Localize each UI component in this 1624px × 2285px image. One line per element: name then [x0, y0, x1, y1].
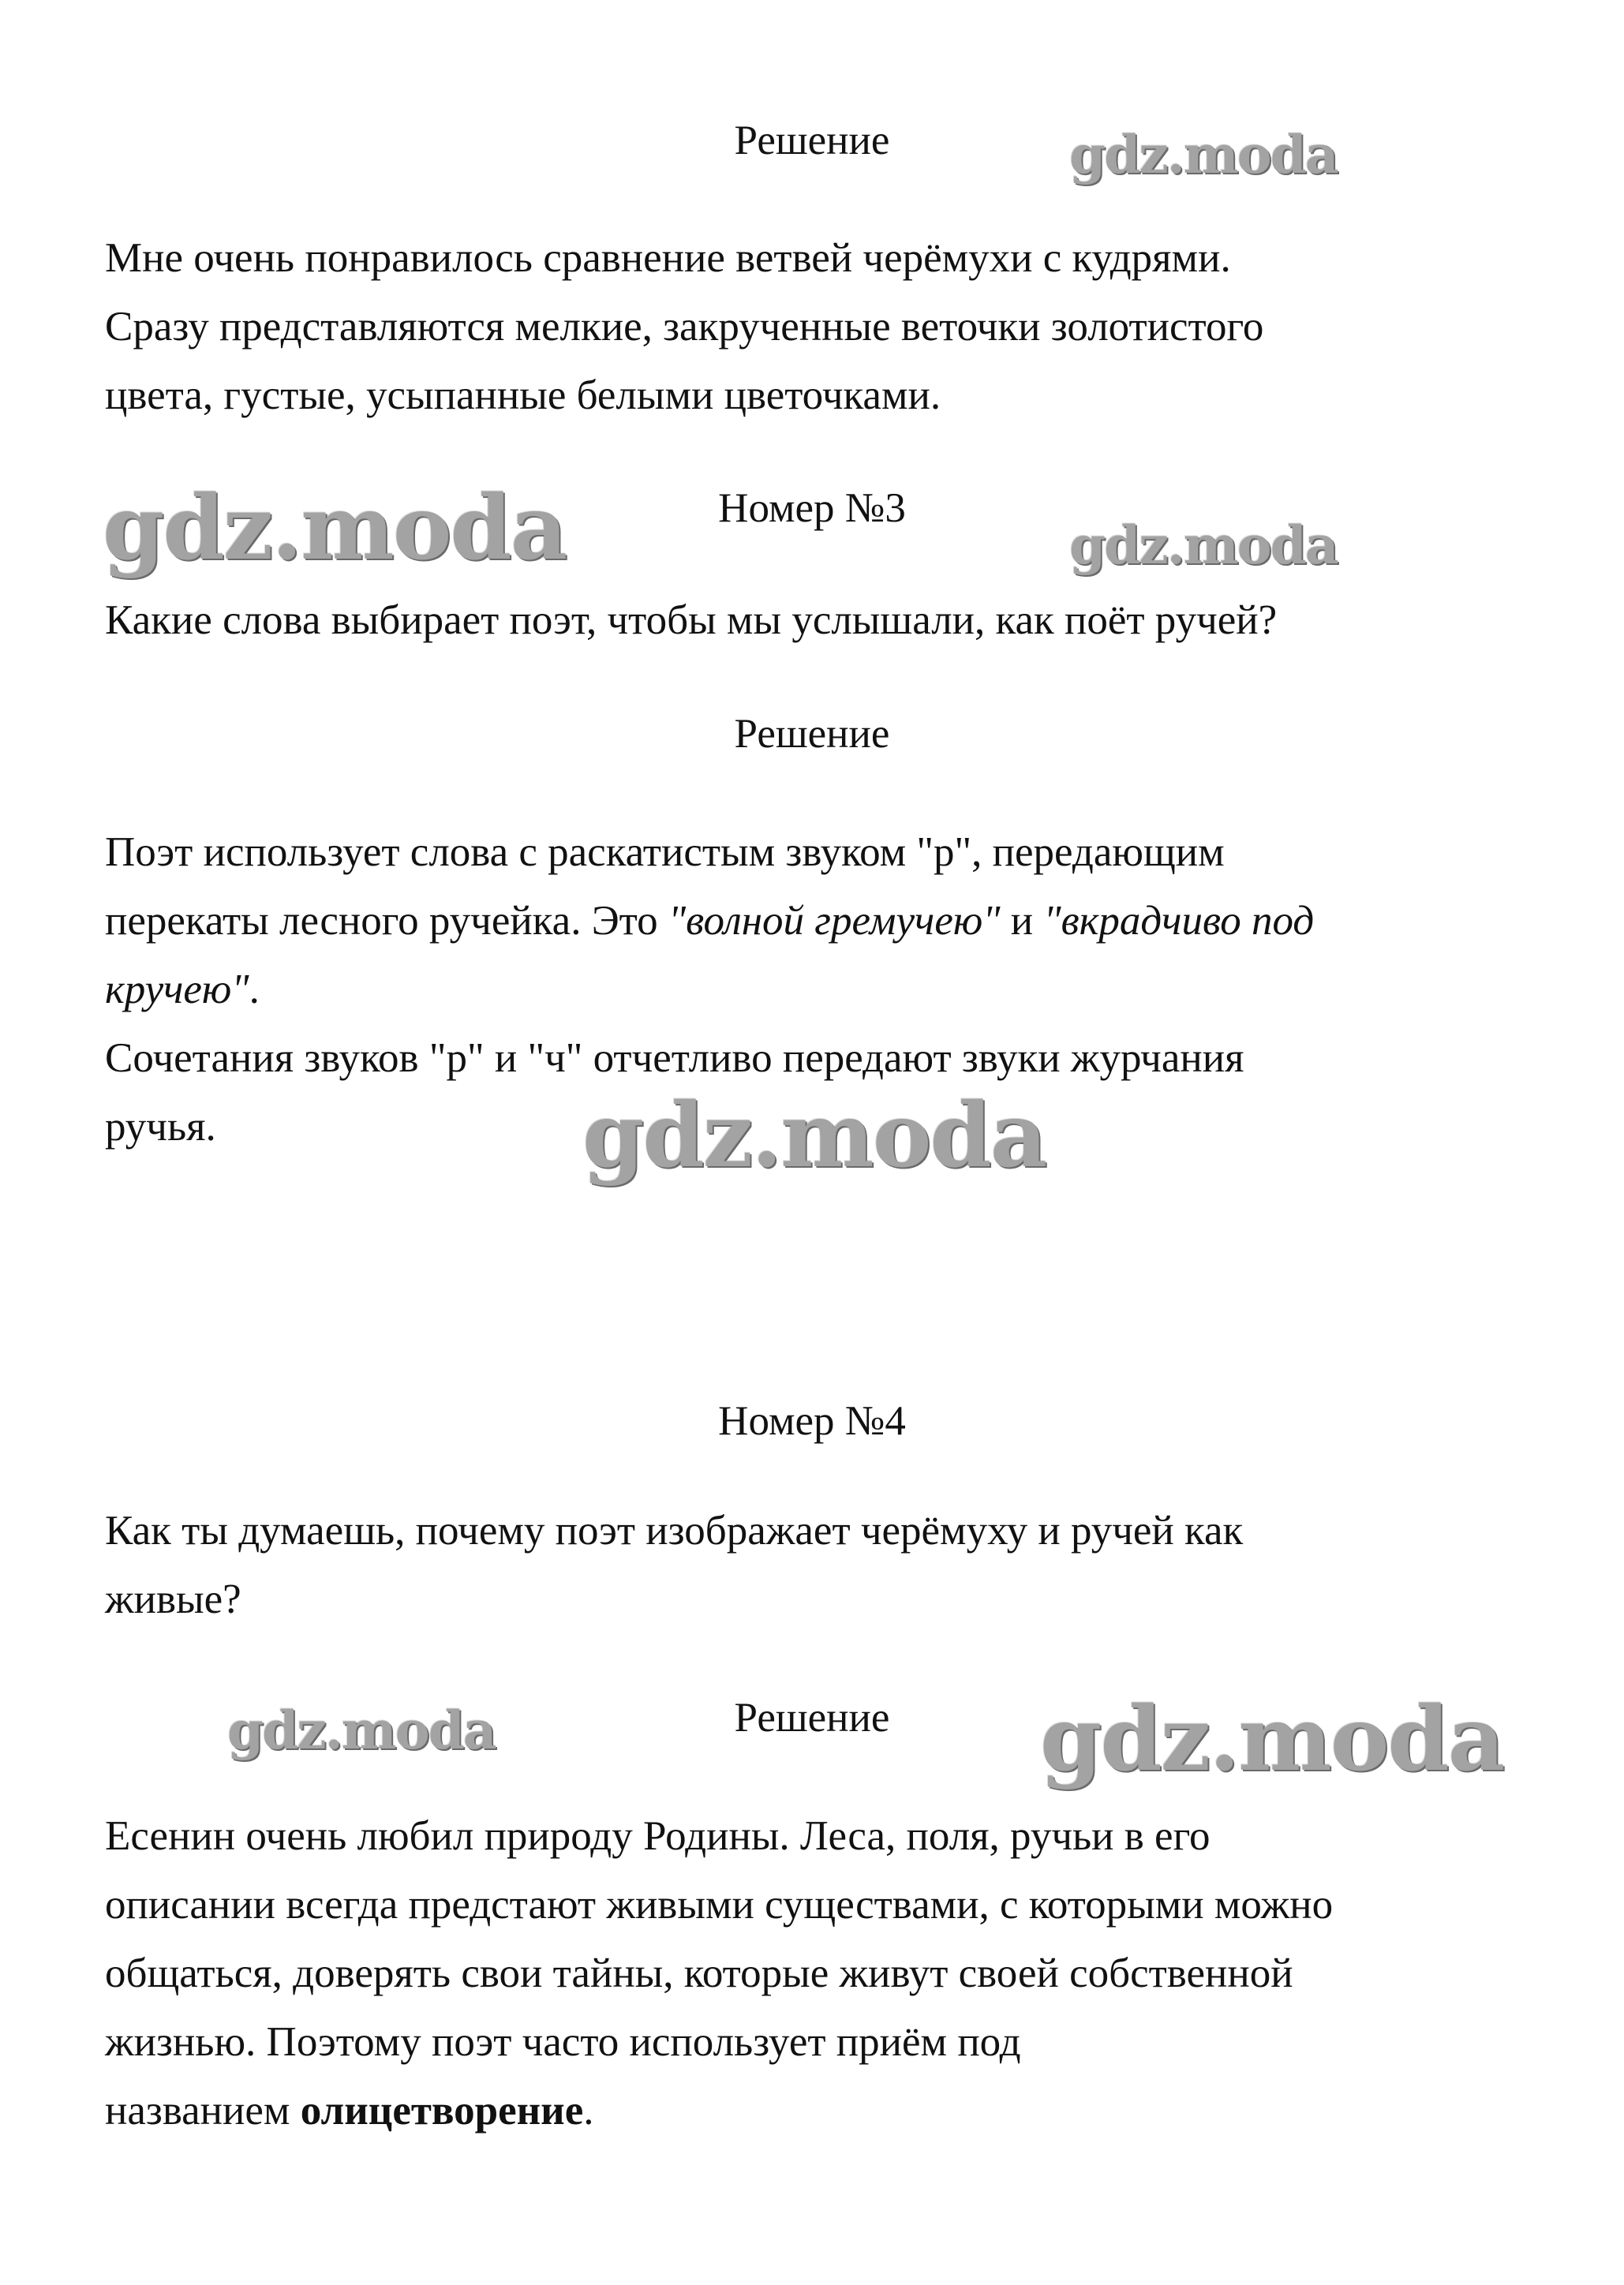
term-olitsetvorenie: олицетворение	[300, 2088, 584, 2134]
number-4-heading: Номер №4	[718, 1398, 906, 1444]
text-span: названием	[105, 2088, 301, 2134]
paragraph-line: Сочетания звуков "р" и "ч" отчетливо передают звуки журчания	[105, 1035, 1244, 1081]
paragraph-line: цвета, густые, усыпанные белыми цветочками.	[105, 372, 941, 418]
question-3: Какие слова выбирает поэт, чтобы мы услышали, как поёт ручей?	[105, 597, 1278, 643]
quote-vkradchivo-part2: кручею"	[105, 967, 249, 1012]
paragraph-line: описании всегда предстают живыми существами, с которыми можно	[105, 1882, 1334, 1928]
text-span: .	[583, 2088, 594, 2134]
text-span: перекаты лесного ручейка. Это	[105, 898, 668, 944]
solution-heading-1: Решение	[734, 118, 890, 163]
watermark: gdz.moda	[227, 1700, 496, 1761]
solution-heading-4: Решение	[734, 1695, 890, 1741]
text-span: и	[1000, 898, 1044, 944]
paragraph-line	[105, 897, 1314, 944]
text-span: .	[249, 967, 260, 1012]
watermark: gdz.moda	[1069, 514, 1338, 576]
solution-heading-3: Решение	[734, 711, 890, 757]
number-3-heading: Номер №3	[718, 485, 906, 531]
paragraph-line: жизнью. Поэтому поэт часто использует приём под	[105, 2019, 1021, 2065]
paragraph-line: Мне очень понравилось сравнение ветвей черёмухи с кудрями.	[105, 235, 1231, 281]
paragraph-line	[105, 2087, 594, 2134]
paragraph-line: Поэт использует слова с раскатистым звуком "р", передающим	[105, 829, 1225, 875]
paragraph-line	[105, 966, 260, 1013]
paragraph-line: общаться, доверять свои тайны, которые живут своей собственной	[105, 1950, 1293, 1996]
quote-vkradchivo-part1: "вкрадчиво под	[1043, 898, 1315, 944]
paragraph-line: Есенин очень любил природу Родины. Леса, поля, ручьи в его	[105, 1813, 1211, 1859]
watermark: gdz.moda	[103, 477, 567, 580]
quote-volnoy-gremucheyu: "волной гремучею"	[668, 898, 1001, 944]
watermark: gdz.moda	[582, 1084, 1046, 1187]
paragraph-line: ручья.	[105, 1104, 216, 1150]
watermark: gdz.moda	[1040, 1688, 1504, 1791]
paragraph-line: Сразу представляются мелкие, закрученные веточки золотистого	[105, 304, 1264, 350]
question-4-line: Как ты думаешь, почему поэт изображает черёмуху и ручей как	[105, 1508, 1244, 1554]
watermark: gdz.moda	[1069, 124, 1338, 185]
question-4-line: живые?	[105, 1576, 241, 1622]
